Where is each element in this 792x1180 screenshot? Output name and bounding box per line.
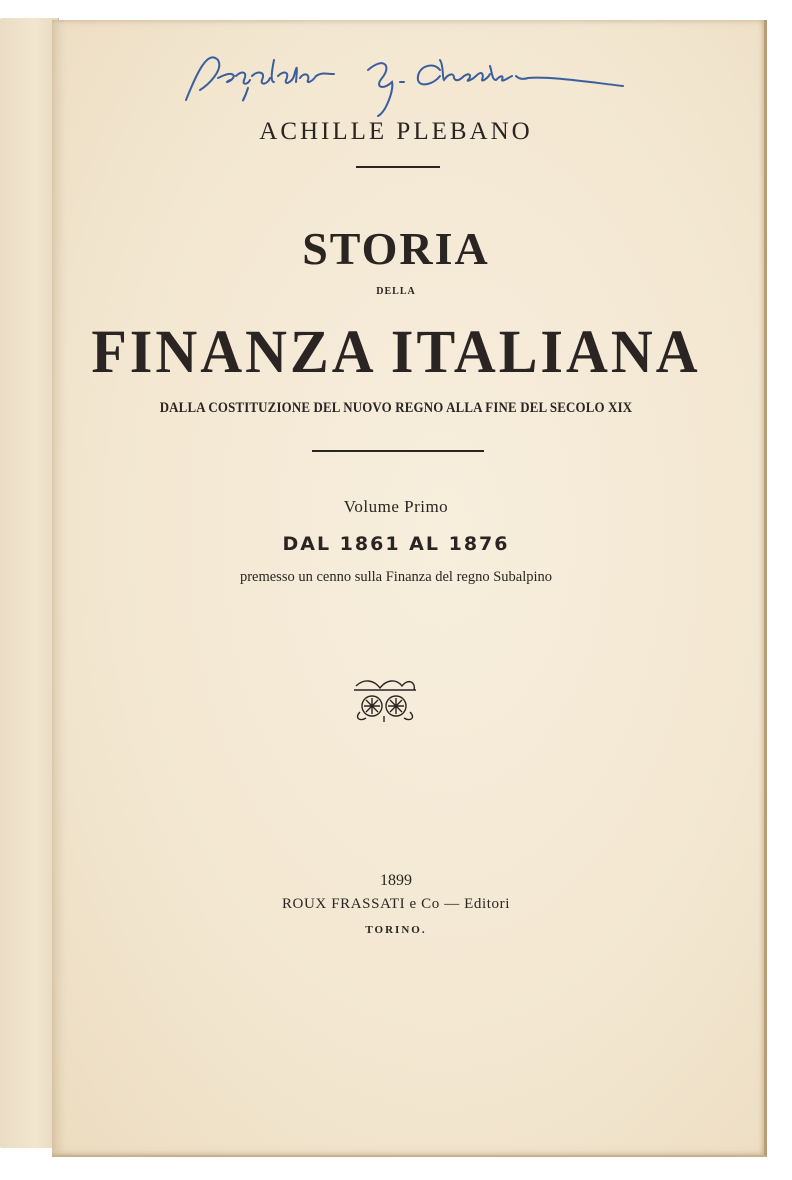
volume-label: Volume Primo	[343, 497, 449, 516]
publication-year: 1899	[380, 872, 412, 889]
volume-note: premesso un cenno sulla Finanza del regno Subalpino	[239, 569, 553, 585]
divider-rule	[356, 166, 440, 168]
divider-rule	[312, 450, 484, 452]
author-name: ACHILLE PLEBANO	[259, 118, 533, 145]
title-line-storia: STORIA	[302, 223, 490, 274]
title-connector-della: DELLA	[376, 286, 416, 297]
publication-city: TORINO.	[365, 924, 427, 936]
date-range: DAL 1861 AL 1876	[282, 533, 510, 555]
title-line-finanza-italiana: FINANZA ITALIANA	[91, 317, 701, 386]
subtitle: DALLA COSTITUZIONE DEL NUOVO REGNO ALLA FINE DEL SECOLO XIX	[159, 400, 633, 416]
title-page	[52, 20, 767, 1157]
handwritten-signature	[178, 30, 638, 120]
floral-ornament-icon	[350, 676, 420, 724]
publisher: ROUX FRASSATI e Co — Editori	[281, 896, 511, 912]
